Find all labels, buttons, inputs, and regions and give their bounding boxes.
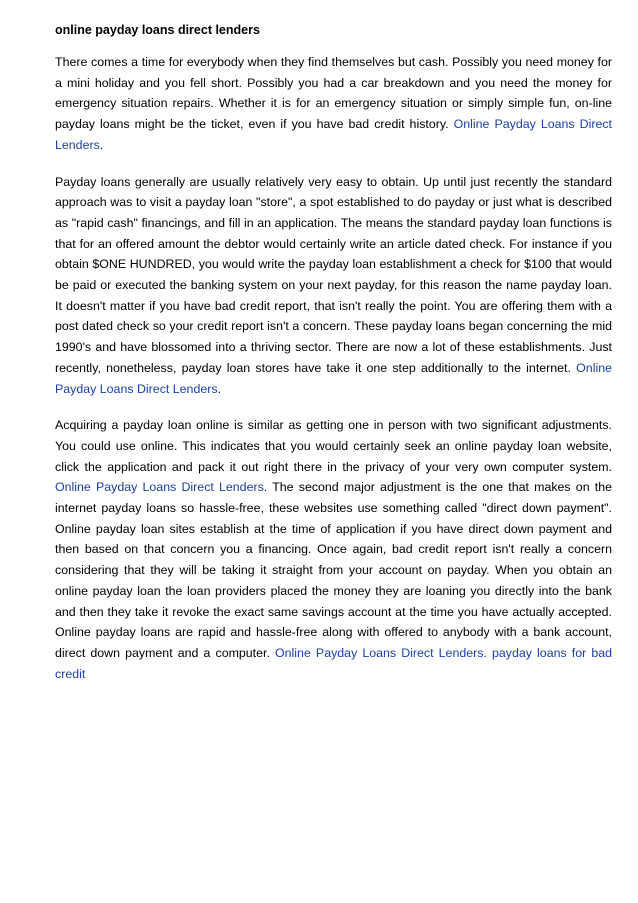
paragraph-1-tail: . <box>99 137 104 152</box>
document-page <box>55 20 612 700</box>
payday-loans-bad-credit-link[interactable]: payday loans for bad credit <box>55 645 613 681</box>
document-title: online payday loans direct lenders <box>55 23 260 37</box>
online-payday-loans-link-3[interactable]: Online Payday Loans Direct Lenders <box>55 480 264 495</box>
paragraph-1 <box>55 52 612 156</box>
paragraph-2-text: Payday loans generally are usually relatively very easy to obtain. Up until just recently the standard approach was to visit a payday loan "store", a spot established to do payday or just what is described as "rapid cash" financings, and fill in an application. The means the standard payday loan functions is that for an offered amount the debtor would certainly write an article dated check. For instance if you obtain $ONE HUNDRED, you would write the payday loan establishment a check for $100 that would be paid or executed the banking system on your next payday, for this reason the name payday loan. It doesn't matter if you have bad credit report, that isn't really the point. You are offering them with a post dated check so your credit report isn't a concern. These payday loans began concerning the mid 1990's and have blossomed into a thriving sector. There are now a lot of these establishments. Just recently, nonetheless, payday loan stores have take it one step additionally to the internet. <box>55 174 612 375</box>
online-payday-loans-link-1[interactable]: Online Payday Loans Direct Lenders <box>55 117 612 152</box>
link-separator: . <box>483 645 492 660</box>
paragraph-2-tail: . <box>217 381 222 396</box>
paragraph-1-text: There comes a time for everybody when they find themselves but cash. Possibly you need money for a mini holiday and you fell short. Possibly you had a car breakdown and you need the money for emergency situation repairs. Whether it is for an emergency situation or simply simple fun, on-line payday loans might be the ticket, even if you have bad credit history. <box>55 55 612 132</box>
paragraph-3-mid: . The second major adjustment is the one that makes on the internet payday loans so hassle-free, these websites use something called "direct down payment". Online payday loan sites establish at the time of application if you have direct down payment and then based on that concern you a financing. Once again, bad credit report isn't really a concern considering that they will be taking it straight from your account on payday. When you obtain an online payday loan the loan providers placed the money they are loaning you directly into the bank and then they take it revoke the exact same savings account at the time you have actually accepted. Online payday loans are rapid and hassle-free along with offered to anybody with a bank account, direct down payment and a computer. <box>55 480 613 660</box>
paragraph-3-text: Acquiring a payday loan online is similar as getting one in person with two significant adjustments. You could use online. This indicates that you would certainly seek an online payday loan website, click the application and pack it out right there in the privacy of your very own computer system. <box>55 418 612 474</box>
paragraph-3 <box>55 415 612 684</box>
paragraph-2 <box>55 172 612 400</box>
online-payday-loans-link-4[interactable]: Online Payday Loans Direct Lenders <box>275 645 484 660</box>
online-payday-loans-link-2[interactable]: Online Payday Loans Direct Lenders <box>55 360 612 396</box>
